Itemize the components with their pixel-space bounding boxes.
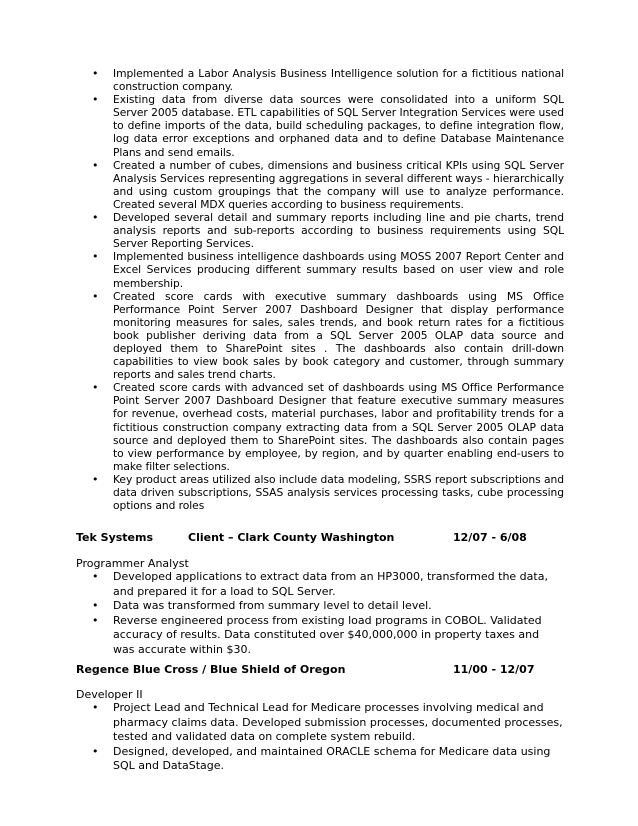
- bullet-text: Implemented a Labor Analysis Business Intelligence solution for a fictitious national construction company.: [113, 67, 564, 94]
- bullet-icon: •: [92, 701, 99, 714]
- bullet-text: Reverse engineered process from existing load programs in COBOL. Validated accuracy of results. Data constituted over $40,000,000 in property taxes and was accurate within $30.: [113, 613, 542, 656]
- bullet-text: Project Lead and Technical Lead for Medicare processes involving medical and pharmacy claims data. Developed submission processes, documented processes, tested and validated data on complete system rebuild.: [113, 701, 563, 743]
- bullet-text: Key product areas utilized also include data modeling, SSRS report subscriptions and data driven subscriptions, SSAS analysis services processing tasks, cube processing options and roles: [113, 472, 564, 513]
- bullet-icon: •: [92, 211, 99, 225]
- bullet-icon: •: [92, 158, 99, 172]
- list-item: [92, 67, 564, 93]
- job-title: Developer II: [76, 688, 143, 701]
- bullet-icon: •: [92, 613, 99, 627]
- list-item: [92, 250, 564, 289]
- bullet-icon: •: [92, 570, 99, 583]
- job-title: Programmer Analyst: [76, 557, 189, 570]
- bullet-text: Designed, developed, and maintained ORACLE schema for Medicare data using SQL and DataStage.: [113, 744, 551, 772]
- list-item: [92, 599, 564, 614]
- job-dates: 12/07 - 6/08: [453, 531, 527, 544]
- list-item: [92, 381, 564, 473]
- bullet-icon: •: [92, 472, 99, 486]
- bullet-text: Developed several detail and summary reports including line and pie charts, trend analysis reports and sub-reports according to business requirements using SQL Server Reporting Services.: [113, 211, 564, 251]
- list-item: [92, 473, 564, 512]
- list-item: [92, 614, 564, 658]
- bullet-icon: •: [92, 67, 99, 80]
- list-item: [92, 701, 564, 745]
- bullet-icon: •: [92, 381, 99, 395]
- intro-bullet-list: [92, 67, 564, 512]
- bullet-text: Existing data from diverse data sources were consolidated into a uniform SQL Server 2005 database. ETL capabilities of SQL Server Integration Services were used to define imports of the data, build scheduling packages, to define integration flow, log data error exceptions and orphaned data and to define Database Maintenance Plans and send emails.: [113, 93, 564, 159]
- job-bullet-list-regence: [92, 701, 564, 774]
- bullet-text: Created score cards with executive summary dashboards using MS Office Performance Point Server 2007 Dashboard Designer that display performance monitoring measures for sales, sales trends, and book return rates for a fictitious book publisher deriving data from a SQL Server 2005 OLAP data source and deployed them to SharePoint sites . The dashboards also contain drill-down capabilities to view book sales by book category and customer, through summary reports and sales trend charts.: [113, 289, 564, 382]
- client-name: Client – Clark County Washington: [188, 531, 395, 544]
- job-dates: 11/00 - 12/07: [453, 663, 535, 676]
- company-name: Tek Systems: [76, 531, 154, 544]
- list-item: [92, 211, 564, 250]
- bullet-text: Data was transformed from summary level to detail level.: [113, 599, 432, 612]
- job-bullet-list-tek-systems: [92, 570, 564, 657]
- list-item: [92, 159, 564, 211]
- list-item: [92, 93, 564, 158]
- bullet-icon: •: [92, 744, 99, 758]
- bullet-icon: •: [92, 289, 99, 303]
- bullet-text: Developed applications to extract data from an HP3000, transformed the data, and prepared it for a load to SQL Server.: [113, 570, 548, 598]
- bullet-icon: •: [92, 250, 99, 264]
- company-name: Regence Blue Cross / Blue Shield of Oregon: [76, 663, 346, 676]
- bullet-icon: •: [92, 93, 99, 107]
- list-item: [92, 290, 564, 382]
- bullet-text: Implemented business intelligence dashboards using MOSS 2007 Report Center and Excel Services producing different summary results based on user view and role membership.: [113, 250, 564, 290]
- bullet-icon: •: [92, 599, 99, 612]
- list-item: [92, 745, 564, 774]
- list-item: [92, 570, 564, 599]
- bullet-text: Created score cards with advanced set of dashboards using MS Office Performance Point Server 2007 Dashboard Designer that feature executive summary measures for revenue, overhead costs, material purchases, labor and profitability trends for a fictitious construction company extracting data from a SQL Server 2005 OLAP data source and deployed them to SharePoint sites. The dashboards also contain pages to view performance by employee, by region, and by quarter enabling end-users to make filter selections.: [113, 381, 564, 473]
- bullet-text: Created a number of cubes, dimensions and business critical KPIs using SQL Server Analysis Services representing aggregations in several different ways - hierarchically and using custom groupings that the company will use to analyze performance. Created several MDX queries according to business requirements.: [113, 158, 564, 211]
